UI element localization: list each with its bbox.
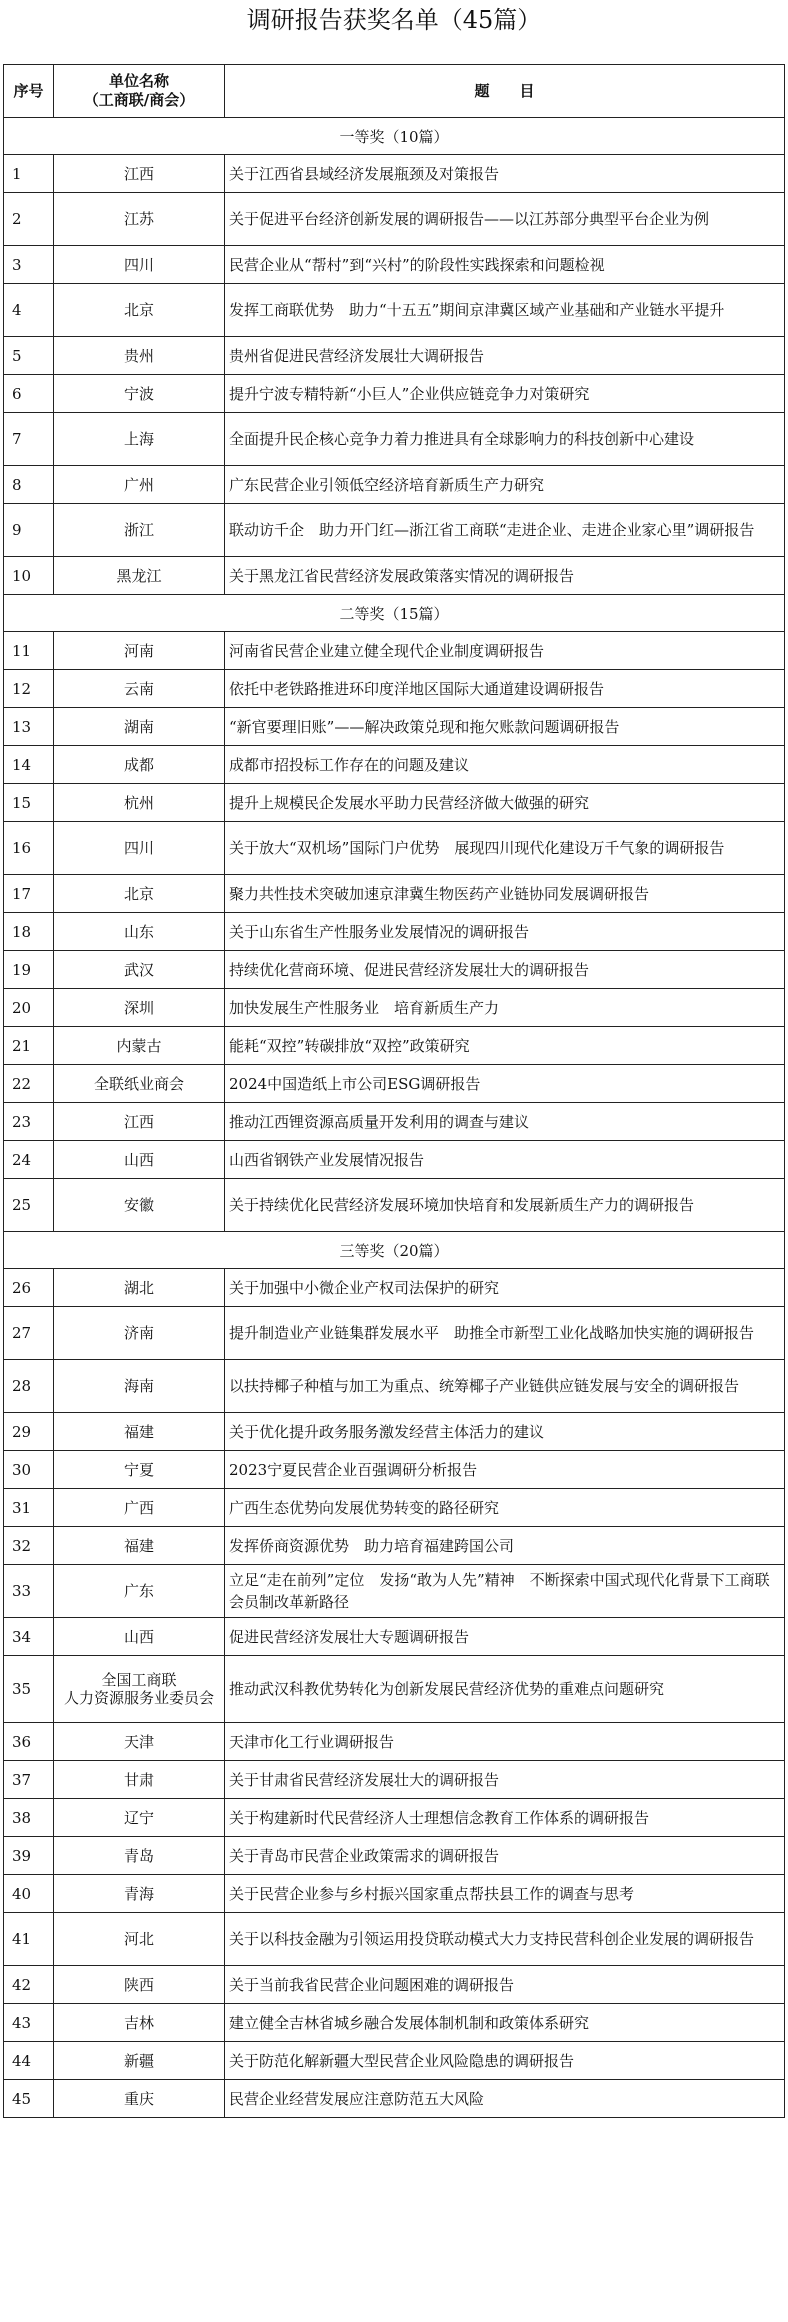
row-unit: 浙江 <box>54 504 225 557</box>
row-unit: 重庆 <box>54 2080 225 2118</box>
row-number: 24 <box>4 1141 54 1179</box>
row-number: 2 <box>4 193 54 246</box>
row-number: 37 <box>4 1761 54 1799</box>
header-topic: 题 目 <box>225 65 785 118</box>
row-unit: 天津 <box>54 1723 225 1761</box>
row-topic: 民营企业经营发展应注意防范五大风险 <box>225 2080 785 2118</box>
row-number: 35 <box>4 1656 54 1723</box>
row-unit: 深圳 <box>54 989 225 1027</box>
row-unit: 青岛 <box>54 1837 225 1875</box>
row-number: 32 <box>4 1527 54 1565</box>
row-topic: 关于黑龙江省民营经济发展政策落实情况的调研报告 <box>225 557 785 595</box>
table-row <box>4 2042 785 2080</box>
row-number: 18 <box>4 913 54 951</box>
row-number: 26 <box>4 1269 54 1307</box>
row-topic: 关于江西省县域经济发展瓶颈及对策报告 <box>225 155 785 193</box>
row-topic: 关于放大“双机场”国际门户优势 展现四川现代化建设万千气象的调研报告 <box>225 822 785 875</box>
row-topic: 关于甘肃省民营经济发展壮大的调研报告 <box>225 1761 785 1799</box>
table-row <box>4 670 785 708</box>
row-unit: 北京 <box>54 875 225 913</box>
row-number: 9 <box>4 504 54 557</box>
row-unit: 辽宁 <box>54 1799 225 1837</box>
table-row <box>4 1103 785 1141</box>
row-number: 14 <box>4 746 54 784</box>
row-unit: 山西 <box>54 1618 225 1656</box>
row-unit: 四川 <box>54 822 225 875</box>
header-unit: 单位名称 （工商联/商会） <box>54 65 225 118</box>
table-row <box>4 1966 785 2004</box>
row-number: 21 <box>4 1027 54 1065</box>
table-row <box>4 1413 785 1451</box>
row-topic: 推动江西锂资源高质量开发利用的调查与建议 <box>225 1103 785 1141</box>
row-unit: 江苏 <box>54 193 225 246</box>
row-number: 10 <box>4 557 54 595</box>
row-unit: 福建 <box>54 1413 225 1451</box>
table-row <box>4 1837 785 1875</box>
row-topic: 发挥侨商资源优势 助力培育福建跨国公司 <box>225 1527 785 1565</box>
row-number: 11 <box>4 632 54 670</box>
row-unit: 内蒙古 <box>54 1027 225 1065</box>
row-number: 1 <box>4 155 54 193</box>
table-row <box>4 1527 785 1565</box>
row-topic: 关于持续优化民营经济发展环境加快培育和发展新质生产力的调研报告 <box>225 1179 785 1232</box>
award-table-body <box>4 65 785 2118</box>
table-row <box>4 708 785 746</box>
row-topic: 天津市化工行业调研报告 <box>225 1723 785 1761</box>
row-unit: 湖南 <box>54 708 225 746</box>
row-topic: 2024中国造纸上市公司ESG调研报告 <box>225 1065 785 1103</box>
table-row <box>4 1179 785 1232</box>
row-topic: 推动武汉科教优势转化为创新发展民营经济优势的重难点问题研究 <box>225 1656 785 1723</box>
row-topic: 民营企业从“帮村”到“兴村”的阶段性实践探索和问题检视 <box>225 246 785 284</box>
row-topic: 河南省民营企业建立健全现代企业制度调研报告 <box>225 632 785 670</box>
document-title: 调研报告获奖名单（45篇） <box>246 6 542 34</box>
table-row <box>4 913 785 951</box>
row-number: 3 <box>4 246 54 284</box>
header-num: 序号 <box>4 65 54 118</box>
row-number: 5 <box>4 337 54 375</box>
row-topic: 发挥工商联优势 助力“十五五”期间京津冀区域产业基础和产业链水平提升 <box>225 284 785 337</box>
row-topic: 关于促进平台经济创新发展的调研报告——以江苏部分典型平台企业为例 <box>225 193 785 246</box>
row-number: 43 <box>4 2004 54 2042</box>
row-unit: 贵州 <box>54 337 225 375</box>
row-unit: 山西 <box>54 1141 225 1179</box>
row-unit: 安徽 <box>54 1179 225 1232</box>
row-unit: 江西 <box>54 155 225 193</box>
table-row <box>4 557 785 595</box>
row-topic: 聚力共性技术突破加速京津冀生物医药产业链协同发展调研报告 <box>225 875 785 913</box>
row-unit: 四川 <box>54 246 225 284</box>
row-topic: 2023宁夏民营企业百强调研分析报告 <box>225 1451 785 1489</box>
row-topic: 广东民营企业引领低空经济培育新质生产力研究 <box>225 466 785 504</box>
row-number: 40 <box>4 1875 54 1913</box>
row-unit: 广州 <box>54 466 225 504</box>
table-header-row <box>4 65 785 118</box>
table-row <box>4 1141 785 1179</box>
row-unit: 黑龙江 <box>54 557 225 595</box>
row-topic: “新官要理旧账”——解决政策兑现和拖欠账款问题调研报告 <box>225 708 785 746</box>
row-topic: 关于民营企业参与乡村振兴国家重点帮扶县工作的调查与思考 <box>225 1875 785 1913</box>
row-topic: 关于加强中小微企业产权司法保护的研究 <box>225 1269 785 1307</box>
row-unit: 杭州 <box>54 784 225 822</box>
row-unit: 全国工商联 人力资源服务业委员会 <box>54 1656 225 1723</box>
row-number: 30 <box>4 1451 54 1489</box>
row-unit: 河南 <box>54 632 225 670</box>
row-number: 16 <box>4 822 54 875</box>
table-row <box>4 2004 785 2042</box>
table-row <box>4 1761 785 1799</box>
section-row <box>4 595 785 632</box>
row-unit: 山东 <box>54 913 225 951</box>
row-unit: 成都 <box>54 746 225 784</box>
row-number: 41 <box>4 1913 54 1966</box>
row-topic: 关于优化提升政务服务激发经营主体活力的建议 <box>225 1413 785 1451</box>
row-number: 13 <box>4 708 54 746</box>
row-unit: 海南 <box>54 1360 225 1413</box>
section-heading: 三等奖（20篇） <box>4 1232 785 1269</box>
table-row <box>4 1451 785 1489</box>
row-number: 25 <box>4 1179 54 1232</box>
table-row <box>4 1875 785 1913</box>
table-row <box>4 1656 785 1723</box>
row-number: 29 <box>4 1413 54 1451</box>
section-heading: 一等奖（10篇） <box>4 118 785 155</box>
row-number: 12 <box>4 670 54 708</box>
table-row <box>4 746 785 784</box>
row-number: 22 <box>4 1065 54 1103</box>
row-topic: 提升上规模民企发展水平助力民营经济做大做强的研究 <box>225 784 785 822</box>
row-number: 33 <box>4 1565 54 1618</box>
row-number: 36 <box>4 1723 54 1761</box>
row-topic: 以扶持椰子种植与加工为重点、统筹椰子产业链供应链发展与安全的调研报告 <box>225 1360 785 1413</box>
row-unit: 云南 <box>54 670 225 708</box>
table-row <box>4 1565 785 1618</box>
row-unit: 新疆 <box>54 2042 225 2080</box>
table-row <box>4 193 785 246</box>
row-number: 39 <box>4 1837 54 1875</box>
section-row <box>4 118 785 155</box>
row-unit: 甘肃 <box>54 1761 225 1799</box>
row-topic: 立足“走在前列”定位 发扬“敢为人先”精神 不断探索中国式现代化背景下工商联会员制改革新路径 <box>225 1565 785 1618</box>
row-topic: 提升制造业产业链集群发展水平 助推全市新型工业化战略加快实施的调研报告 <box>225 1307 785 1360</box>
row-topic: 依托中老铁路推进环印度洋地区国际大通道建设调研报告 <box>225 670 785 708</box>
row-unit: 福建 <box>54 1527 225 1565</box>
row-topic: 联动访千企 助力开门红—浙江省工商联“走进企业、走进企业家心里”调研报告 <box>225 504 785 557</box>
row-topic: 关于构建新时代民营经济人士理想信念教育工作体系的调研报告 <box>225 1799 785 1837</box>
row-topic: 全面提升民企核心竞争力着力推进具有全球影响力的科技创新中心建设 <box>225 413 785 466</box>
row-number: 31 <box>4 1489 54 1527</box>
row-number: 45 <box>4 2080 54 2118</box>
row-unit: 陕西 <box>54 1966 225 2004</box>
row-unit: 青海 <box>54 1875 225 1913</box>
row-number: 34 <box>4 1618 54 1656</box>
row-number: 20 <box>4 989 54 1027</box>
row-number: 8 <box>4 466 54 504</box>
row-unit: 河北 <box>54 1913 225 1966</box>
row-topic: 山西省钢铁产业发展情况报告 <box>225 1141 785 1179</box>
table-row <box>4 632 785 670</box>
table-row <box>4 1799 785 1837</box>
row-number: 44 <box>4 2042 54 2080</box>
row-topic: 关于当前我省民营企业问题困难的调研报告 <box>225 1966 785 2004</box>
table-row <box>4 1913 785 1966</box>
row-number: 42 <box>4 1966 54 2004</box>
row-number: 28 <box>4 1360 54 1413</box>
row-unit: 吉林 <box>54 2004 225 2042</box>
table-row <box>4 989 785 1027</box>
row-topic: 建立健全吉林省城乡融合发展体制机制和政策体系研究 <box>225 2004 785 2042</box>
table-row <box>4 875 785 913</box>
table-row <box>4 1360 785 1413</box>
row-unit: 武汉 <box>54 951 225 989</box>
row-unit: 广东 <box>54 1565 225 1618</box>
table-row <box>4 155 785 193</box>
row-topic: 加快发展生产性服务业 培育新质生产力 <box>225 989 785 1027</box>
table-row <box>4 1723 785 1761</box>
row-number: 4 <box>4 284 54 337</box>
row-unit: 江西 <box>54 1103 225 1141</box>
row-number: 23 <box>4 1103 54 1141</box>
table-row <box>4 1027 785 1065</box>
row-topic: 关于防范化解新疆大型民营企业风险隐患的调研报告 <box>225 2042 785 2080</box>
table-row <box>4 1269 785 1307</box>
row-topic: 贵州省促进民营经济发展壮大调研报告 <box>225 337 785 375</box>
row-unit: 全联纸业商会 <box>54 1065 225 1103</box>
row-unit: 北京 <box>54 284 225 337</box>
table-row <box>4 951 785 989</box>
row-topic: 关于青岛市民营企业政策需求的调研报告 <box>225 1837 785 1875</box>
row-number: 15 <box>4 784 54 822</box>
row-unit: 宁夏 <box>54 1451 225 1489</box>
table-row <box>4 1065 785 1103</box>
row-unit: 上海 <box>54 413 225 466</box>
table-row <box>4 504 785 557</box>
row-topic: 持续优化营商环境、促进民营经济发展壮大的调研报告 <box>225 951 785 989</box>
row-unit: 湖北 <box>54 1269 225 1307</box>
table-row <box>4 337 785 375</box>
row-topic: 提升宁波专精特新“小巨人”企业供应链竞争力对策研究 <box>225 375 785 413</box>
row-topic: 促进民营经济发展壮大专题调研报告 <box>225 1618 785 1656</box>
table-row <box>4 413 785 466</box>
row-topic: 能耗“双控”转碳排放“双控”政策研究 <box>225 1027 785 1065</box>
row-unit: 济南 <box>54 1307 225 1360</box>
row-number: 19 <box>4 951 54 989</box>
table-row <box>4 2080 785 2118</box>
table-row <box>4 1307 785 1360</box>
section-row <box>4 1232 785 1269</box>
table-row <box>4 1618 785 1656</box>
table-row <box>4 284 785 337</box>
table-row <box>4 246 785 284</box>
row-number: 7 <box>4 413 54 466</box>
row-unit: 宁波 <box>54 375 225 413</box>
table-row <box>4 784 785 822</box>
section-heading: 二等奖（15篇） <box>4 595 785 632</box>
row-number: 6 <box>4 375 54 413</box>
table-row <box>4 466 785 504</box>
row-topic: 成都市招投标工作存在的问题及建议 <box>225 746 785 784</box>
table-row <box>4 822 785 875</box>
table-row <box>4 1489 785 1527</box>
row-number: 17 <box>4 875 54 913</box>
award-table <box>3 64 785 2118</box>
table-row <box>4 375 785 413</box>
row-number: 38 <box>4 1799 54 1837</box>
row-topic: 广西生态优势向发展优势转变的路径研究 <box>225 1489 785 1527</box>
row-topic: 关于以科技金融为引领运用投贷联动模式大力支持民营科创企业发展的调研报告 <box>225 1913 785 1966</box>
row-topic: 关于山东省生产性服务业发展情况的调研报告 <box>225 913 785 951</box>
row-unit: 广西 <box>54 1489 225 1527</box>
row-number: 27 <box>4 1307 54 1360</box>
